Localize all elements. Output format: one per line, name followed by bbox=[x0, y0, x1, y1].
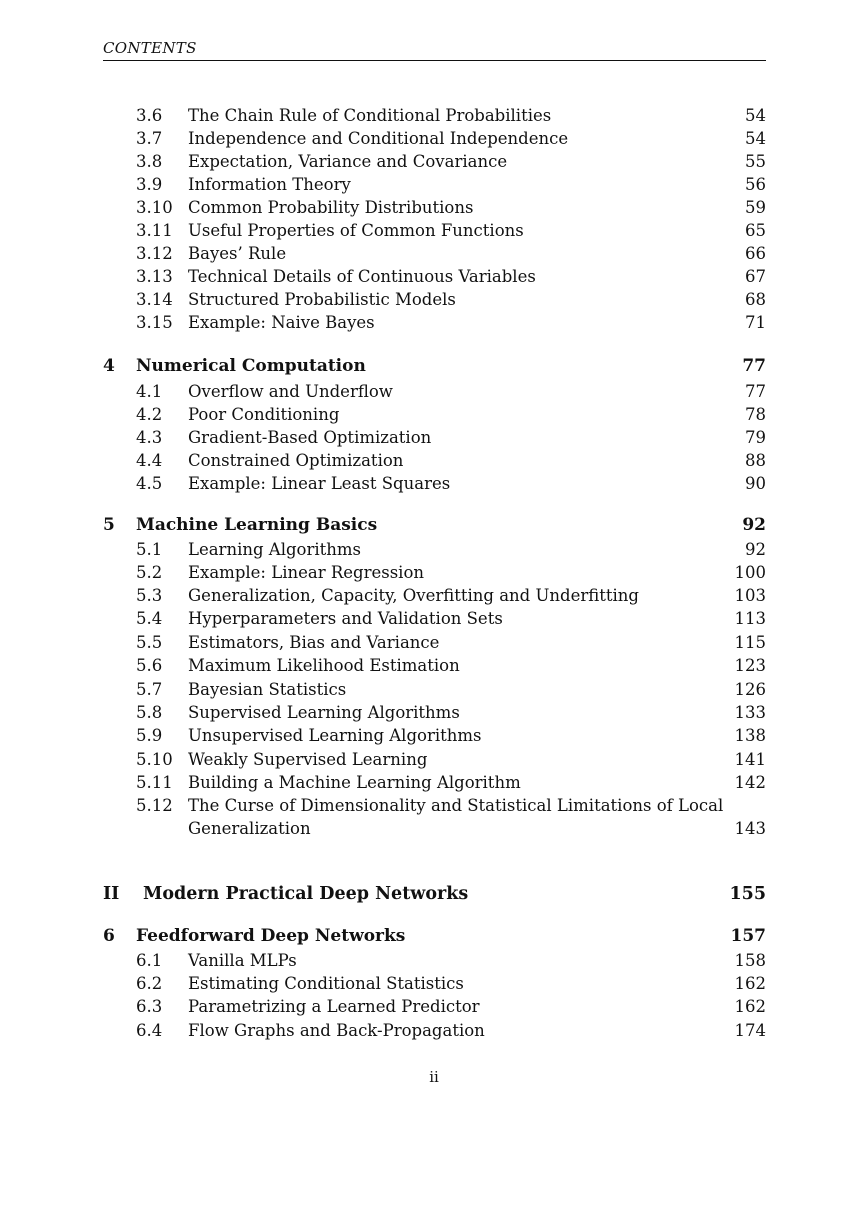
section-title: Poor Conditioning bbox=[188, 403, 343, 426]
section-title: Maximum Likelihood Estimation bbox=[188, 654, 464, 677]
toc-entry[interactable] bbox=[103, 607, 766, 630]
toc-entry[interactable] bbox=[103, 173, 766, 196]
section-title: Hyperparameters and Validation Sets bbox=[188, 607, 507, 630]
toc-entry[interactable] bbox=[103, 127, 766, 150]
toc-entry[interactable] bbox=[103, 949, 766, 972]
toc-entry[interactable] bbox=[103, 288, 766, 311]
section-page: 90 bbox=[741, 472, 766, 495]
section-number: 3.10 bbox=[136, 198, 173, 217]
section-page: 113 bbox=[731, 607, 767, 630]
section-title: Gradient-Based Optimization bbox=[188, 426, 435, 449]
section-title: Unsupervised Learning Algorithms bbox=[188, 724, 486, 747]
section-number: 6.1 bbox=[136, 951, 163, 970]
section-title: Technical Details of Continuous Variables bbox=[188, 265, 540, 288]
section-number: 3.13 bbox=[136, 267, 173, 286]
section-number: 5.3 bbox=[136, 586, 163, 605]
section-page: 56 bbox=[741, 173, 766, 196]
section-page: 92 bbox=[741, 538, 766, 561]
section-title: Supervised Learning Algorithms bbox=[188, 701, 464, 724]
toc-entry[interactable] bbox=[103, 104, 766, 127]
section-number: 3.8 bbox=[136, 152, 163, 171]
section-number: 3.14 bbox=[136, 290, 173, 309]
toc-entry-continuation[interactable] bbox=[103, 817, 766, 840]
section-page: 67 bbox=[741, 265, 766, 288]
chapter-number: 4 bbox=[103, 356, 115, 376]
section-page: 142 bbox=[731, 771, 767, 794]
section-number: 3.12 bbox=[136, 244, 173, 263]
section-page: 141 bbox=[731, 748, 767, 771]
section-number: 3.7 bbox=[136, 129, 163, 148]
section-title: Independence and Conditional Independence bbox=[188, 127, 572, 150]
section-page: 103 bbox=[731, 584, 767, 607]
toc-entry[interactable] bbox=[103, 1019, 766, 1042]
running-header: CONTENTS bbox=[103, 39, 197, 57]
section-number: 3.9 bbox=[136, 175, 163, 194]
toc-entry[interactable] bbox=[103, 724, 766, 747]
section-page: 55 bbox=[741, 150, 766, 173]
section-number: 6.3 bbox=[136, 997, 163, 1016]
chapter-title: Machine Learning Basics bbox=[136, 515, 378, 535]
section-number: 5.6 bbox=[136, 656, 163, 675]
header-rule bbox=[103, 60, 766, 61]
section-number: 4.1 bbox=[136, 382, 163, 401]
chapter-title: Numerical Computation bbox=[136, 356, 366, 376]
toc-entry[interactable] bbox=[103, 219, 766, 242]
toc-entry[interactable] bbox=[103, 538, 766, 561]
section-number: 5.12 bbox=[136, 796, 173, 815]
toc-entry[interactable] bbox=[103, 631, 766, 654]
section-number: 3.11 bbox=[136, 221, 173, 240]
section-title: Learning Algorithms bbox=[188, 538, 365, 561]
section-page: 65 bbox=[741, 219, 766, 242]
part-title: Modern Practical Deep Networks bbox=[143, 884, 469, 904]
part-heading[interactable] bbox=[103, 883, 766, 906]
section-number: 3.15 bbox=[136, 313, 173, 332]
toc-entry-multiline[interactable] bbox=[103, 794, 766, 817]
section-title: Building a Machine Learning Algorithm bbox=[188, 771, 525, 794]
section-number: 5.4 bbox=[136, 609, 163, 628]
section-number: 5.2 bbox=[136, 563, 163, 582]
part-number: II bbox=[103, 884, 120, 904]
section-title: Expectation, Variance and Covariance bbox=[188, 150, 511, 173]
section-title: Parametrizing a Learned Predictor bbox=[188, 995, 484, 1018]
section-page: 54 bbox=[741, 127, 766, 150]
section-page: 143 bbox=[731, 817, 767, 840]
section-title: Flow Graphs and Back-Propagation bbox=[188, 1019, 489, 1042]
section-title: Estimating Conditional Statistics bbox=[188, 972, 468, 995]
section-page: 162 bbox=[731, 995, 767, 1018]
section-page: 71 bbox=[741, 311, 766, 334]
toc-entry[interactable] bbox=[103, 242, 766, 265]
toc-entry[interactable] bbox=[103, 472, 766, 495]
section-title: Bayes’ Rule bbox=[188, 242, 290, 265]
section-page: 68 bbox=[741, 288, 766, 311]
section-number: 5.10 bbox=[136, 750, 173, 769]
section-title: Useful Properties of Common Functions bbox=[188, 219, 528, 242]
section-title: Example: Linear Regression bbox=[188, 561, 428, 584]
section-number: 4.2 bbox=[136, 405, 163, 424]
section-page: 115 bbox=[731, 631, 767, 654]
section-title: Example: Naive Bayes bbox=[188, 311, 379, 334]
section-number: 5.11 bbox=[136, 773, 173, 792]
section-title: Vanilla MLPs bbox=[188, 949, 301, 972]
section-page: 79 bbox=[741, 426, 766, 449]
chapter-page: 157 bbox=[730, 926, 766, 946]
toc-entry[interactable] bbox=[103, 265, 766, 288]
section-page: 123 bbox=[731, 654, 767, 677]
toc-entry[interactable] bbox=[103, 771, 766, 794]
section-number: 4.5 bbox=[136, 474, 163, 493]
toc-entry[interactable] bbox=[103, 701, 766, 724]
section-title-line1: The Curse of Dimensionality and Statistical Limitations of Local bbox=[188, 796, 724, 815]
section-number: 5.7 bbox=[136, 680, 163, 699]
toc-entry[interactable] bbox=[103, 678, 766, 701]
toc-entry[interactable] bbox=[103, 995, 766, 1018]
toc-entry[interactable] bbox=[103, 561, 766, 584]
section-page: 54 bbox=[741, 104, 766, 127]
chapter-heading[interactable] bbox=[103, 355, 766, 378]
toc-entry[interactable] bbox=[103, 196, 766, 219]
toc-entry[interactable] bbox=[103, 972, 766, 995]
toc-entry[interactable] bbox=[103, 150, 766, 173]
section-title: The Chain Rule of Conditional Probabilities bbox=[188, 104, 555, 127]
toc-entry[interactable] bbox=[103, 449, 766, 472]
section-number: 6.4 bbox=[136, 1021, 163, 1040]
section-page: 77 bbox=[741, 380, 766, 403]
toc-entry[interactable] bbox=[103, 311, 766, 334]
chapter-number: 5 bbox=[103, 515, 115, 535]
section-page: 88 bbox=[741, 449, 766, 472]
section-page: 138 bbox=[731, 724, 767, 747]
section-title: Bayesian Statistics bbox=[188, 678, 350, 701]
section-page: 78 bbox=[741, 403, 766, 426]
page-number: ii bbox=[429, 1068, 439, 1086]
section-page: 133 bbox=[731, 701, 767, 724]
section-title: Information Theory bbox=[188, 173, 355, 196]
chapter-title: Feedforward Deep Networks bbox=[136, 926, 406, 946]
chapter-number: 6 bbox=[103, 926, 115, 946]
section-title: Estimators, Bias and Variance bbox=[188, 631, 443, 654]
part-page: 155 bbox=[729, 884, 766, 904]
section-title: Weakly Supervised Learning bbox=[188, 748, 431, 771]
section-title: Example: Linear Least Squares bbox=[188, 472, 454, 495]
toc-entry[interactable] bbox=[103, 426, 766, 449]
section-page: 100 bbox=[731, 561, 767, 584]
section-title: Structured Probabilistic Models bbox=[188, 288, 460, 311]
section-number: 5.8 bbox=[136, 703, 163, 722]
section-page: 158 bbox=[731, 949, 767, 972]
chapter-heading[interactable] bbox=[103, 925, 766, 948]
toc-entry[interactable] bbox=[103, 403, 766, 426]
chapter-heading[interactable] bbox=[103, 514, 766, 537]
section-page: 174 bbox=[731, 1019, 767, 1042]
section-page: 66 bbox=[741, 242, 766, 265]
section-title-line2: Generalization bbox=[188, 817, 315, 840]
section-title: Constrained Optimization bbox=[188, 449, 407, 472]
section-number: 5.9 bbox=[136, 726, 163, 745]
section-number: 4.3 bbox=[136, 428, 163, 447]
section-page: 126 bbox=[731, 678, 767, 701]
section-number: 3.6 bbox=[136, 106, 163, 125]
section-title: Common Probability Distributions bbox=[188, 196, 477, 219]
toc-entry[interactable] bbox=[103, 654, 766, 677]
toc-entry[interactable] bbox=[103, 380, 766, 403]
section-page: 162 bbox=[731, 972, 767, 995]
toc-entry[interactable] bbox=[103, 584, 766, 607]
section-number: 6.2 bbox=[136, 974, 163, 993]
toc-entry[interactable] bbox=[103, 748, 766, 771]
chapter-page: 92 bbox=[742, 515, 766, 535]
section-number: 5.5 bbox=[136, 633, 163, 652]
section-title: Overflow and Underflow bbox=[188, 380, 397, 403]
section-number: 5.1 bbox=[136, 540, 163, 559]
chapter-page: 77 bbox=[742, 356, 766, 376]
section-number: 4.4 bbox=[136, 451, 163, 470]
section-page: 59 bbox=[741, 196, 766, 219]
section-title: Generalization, Capacity, Overfitting and Underfitting bbox=[188, 584, 643, 607]
